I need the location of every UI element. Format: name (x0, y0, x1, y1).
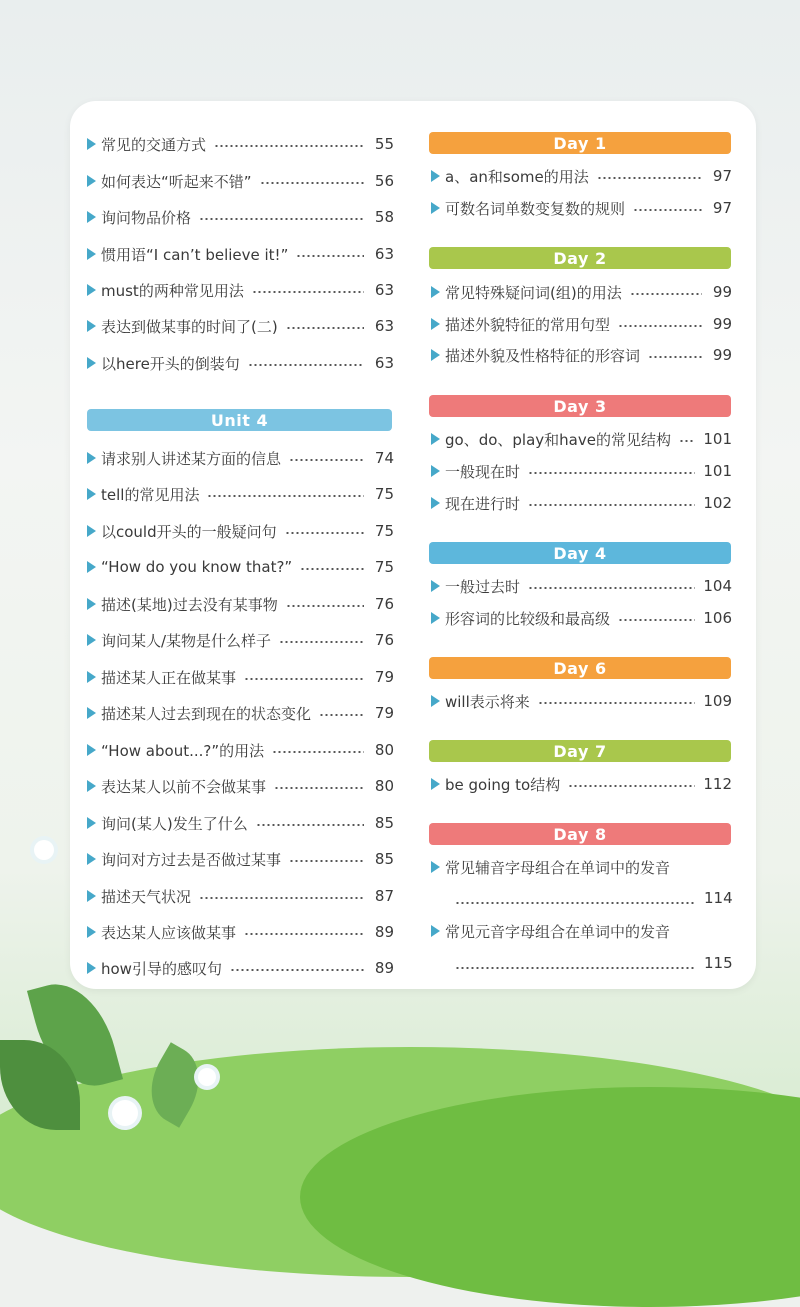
leader-dots (244, 678, 364, 680)
toc-entry-page: 102 (703, 494, 732, 512)
leader-dots (289, 860, 364, 862)
toc-entry-label: 询问某人/某物是什么样子 (101, 631, 272, 650)
toc-entry-label: 常见特殊疑问词(组)的用法 (445, 283, 622, 302)
arrow-icon (431, 318, 440, 330)
day-heading (429, 542, 731, 564)
toc-entry[interactable] (431, 197, 732, 219)
arrow-icon (87, 561, 96, 573)
toc-entry[interactable] (431, 920, 732, 942)
toc-entry-label: 表达某人以前不会做某事 (101, 777, 267, 796)
leader-dots (633, 209, 702, 211)
toc-entry-page: 75 (374, 522, 394, 540)
day-heading (429, 395, 731, 417)
toc-entry[interactable] (87, 315, 394, 337)
leader-dots (248, 364, 364, 366)
leader-dots (648, 356, 702, 358)
toc-entry-label: how引导的感叹句 (101, 959, 222, 978)
arrow-icon (431, 925, 440, 937)
arrow-icon (87, 211, 96, 223)
flower-decoration (198, 1068, 216, 1086)
toc-entry[interactable] (87, 812, 394, 834)
day-heading-label: Day 6 (553, 658, 607, 678)
leader-dots (279, 641, 364, 643)
toc-entry-label: tell的常见用法 (101, 485, 200, 504)
leader-dots (272, 751, 364, 753)
toc-entry[interactable] (87, 133, 394, 155)
toc-entry-page: 99 (712, 283, 732, 301)
toc-entry-page: 97 (712, 167, 732, 185)
arrow-icon (87, 598, 96, 610)
leader-dots (319, 714, 364, 716)
toc-entry-page: 80 (374, 741, 394, 759)
leader-dots (630, 293, 702, 295)
leader-dots (528, 504, 695, 506)
leader-dots (597, 177, 702, 179)
toc-entry-page: 55 (374, 135, 394, 153)
arrow-icon (87, 634, 96, 646)
toc-entry-label: 如何表达“听起来不错” (101, 172, 252, 191)
arrow-icon (87, 780, 96, 792)
arrow-icon (87, 525, 96, 537)
arrow-icon (431, 497, 440, 509)
leader-dots (455, 967, 695, 969)
toc-entry-page: 75 (374, 485, 394, 503)
toc-entry-label: 可数名词单数变复数的规则 (445, 199, 626, 218)
arrow-icon (431, 695, 440, 707)
toc-entry[interactable] (87, 593, 394, 615)
day-heading-label: Day 2 (553, 248, 607, 268)
leader-dots (260, 182, 364, 184)
toc-entry-page: 99 (712, 315, 732, 333)
toc-entry[interactable] (87, 352, 394, 374)
toc-entry[interactable] (431, 460, 732, 482)
leader-dots (214, 145, 364, 147)
day-heading (429, 132, 731, 154)
toc-entry-label: 请求别人讲述某方面的信息 (101, 449, 282, 468)
toc-entry[interactable] (87, 520, 394, 542)
toc-entry[interactable] (87, 447, 394, 469)
toc-entry-page: 101 (703, 430, 732, 448)
arrow-icon (431, 170, 440, 182)
toc-entry-page: 109 (703, 692, 732, 710)
arrow-icon (87, 320, 96, 332)
leader-dots (256, 824, 364, 826)
arrow-icon (87, 248, 96, 260)
leader-dots (274, 787, 364, 789)
toc-entry[interactable] (431, 313, 732, 335)
arrow-icon (87, 853, 96, 865)
toc-entry[interactable] (87, 170, 394, 192)
leader-dots (207, 495, 364, 497)
day-heading (429, 740, 731, 762)
toc-entry-label: “How do you know that?” (101, 558, 293, 576)
arrow-icon (87, 744, 96, 756)
leader-dots (199, 897, 364, 899)
unit-heading-label: Unit 4 (210, 410, 269, 430)
toc-entry-page: 56 (374, 172, 394, 190)
toc-entry[interactable] (87, 848, 394, 870)
arrow-icon (87, 488, 96, 500)
toc-entry-label: 询问对方过去是否做过某事 (101, 850, 282, 869)
table-of-contents-page (70, 101, 756, 989)
toc-entry-label: 一般现在时 (445, 462, 521, 481)
toc-entry[interactable] (431, 492, 732, 514)
toc-entry-page: 87 (374, 887, 394, 905)
arrow-icon (431, 202, 440, 214)
toc-entry-page: 101 (703, 462, 732, 480)
arrow-icon (87, 890, 96, 902)
arrow-icon (87, 175, 96, 187)
toc-entry-label: 常见的交通方式 (101, 135, 207, 154)
toc-entry-page: 104 (703, 577, 732, 595)
toc-entry-page: 106 (703, 609, 732, 627)
toc-entry-label: must的两种常见用法 (101, 281, 244, 300)
leader-dots (568, 785, 695, 787)
toc-entry-label: 常见辅音字母组合在单词中的发音 (445, 858, 671, 877)
toc-entry-label: 描述外貌特征的常用句型 (445, 315, 611, 334)
toc-entry-page: 89 (374, 959, 394, 977)
day-heading (429, 823, 731, 845)
toc-entry-page: 74 (374, 449, 394, 467)
arrow-icon (87, 707, 96, 719)
toc-entry[interactable] (431, 773, 732, 795)
toc-entry[interactable] (87, 483, 394, 505)
toc-entry[interactable] (431, 165, 732, 187)
day-heading-label: Day 1 (553, 133, 607, 153)
arrow-icon (431, 465, 440, 477)
toc-entry-page: 76 (374, 595, 394, 613)
toc-entry-page: 63 (374, 317, 394, 335)
toc-entry[interactable] (87, 629, 394, 651)
arrow-icon (431, 861, 440, 873)
toc-entry-page: 115 (704, 954, 733, 972)
toc-entry[interactable] (87, 206, 394, 228)
toc-entry[interactable] (87, 885, 394, 907)
flower-decoration (34, 840, 54, 860)
leader-dots (538, 702, 696, 704)
arrow-icon (87, 138, 96, 150)
toc-entry-page: 85 (374, 814, 394, 832)
toc-entry[interactable] (87, 775, 394, 797)
toc-entry-label: 询问(某人)发生了什么 (101, 814, 248, 833)
toc-entry[interactable] (87, 666, 394, 688)
toc-entry[interactable] (87, 957, 394, 979)
toc-entry-page: 76 (374, 631, 394, 649)
arrow-icon (431, 349, 440, 361)
arrow-icon (431, 612, 440, 624)
toc-entry[interactable] (431, 428, 732, 450)
toc-entry-page: 79 (374, 668, 394, 686)
toc-entry[interactable] (87, 702, 394, 724)
toc-entry[interactable] (431, 575, 732, 597)
leader-dots (252, 291, 364, 293)
toc-entry[interactable] (431, 690, 732, 712)
toc-entry-label: 描述天气状况 (101, 887, 192, 906)
toc-entry-label: 以could开头的一般疑问句 (101, 522, 277, 541)
toc-entry-page: 75 (374, 558, 394, 576)
toc-entry[interactable] (431, 344, 732, 366)
toc-entry-label: 描述(某地)过去没有某事物 (101, 595, 278, 614)
toc-entry-label: 一般过去时 (445, 577, 521, 596)
toc-entry[interactable] (87, 921, 394, 943)
leader-dots (618, 325, 702, 327)
toc-entry-label: will表示将来 (445, 692, 530, 711)
arrow-icon (87, 817, 96, 829)
leader-dots (230, 969, 364, 971)
toc-entry-label: 询问物品价格 (101, 208, 192, 227)
arrow-icon (87, 357, 96, 369)
toc-entry[interactable] (431, 281, 732, 303)
toc-entry-page: 114 (704, 889, 733, 907)
toc-entry-page: 85 (374, 850, 394, 868)
toc-entry-page: 99 (712, 346, 732, 364)
toc-entry-page: 112 (703, 775, 732, 793)
arrow-icon (431, 580, 440, 592)
toc-entry-page: 79 (374, 704, 394, 722)
flower-decoration (112, 1100, 138, 1126)
leader-dots (286, 327, 364, 329)
toc-entry[interactable] (87, 243, 394, 265)
toc-entry[interactable] (431, 856, 732, 878)
toc-entry-page: 63 (374, 281, 394, 299)
toc-entry-page: 63 (374, 354, 394, 372)
arrow-icon (87, 962, 96, 974)
leader-dots (286, 605, 364, 607)
toc-entry[interactable] (87, 279, 394, 301)
arrow-icon (431, 286, 440, 298)
arrow-icon (431, 778, 440, 790)
leader-dots (528, 472, 695, 474)
leader-dots (289, 459, 364, 461)
leader-dots (455, 902, 695, 904)
toc-entry-page: 80 (374, 777, 394, 795)
day-heading-label: Day 8 (553, 824, 607, 844)
toc-entry[interactable] (431, 607, 732, 629)
toc-entry-label: 描述某人过去到现在的状态变化 (101, 704, 312, 723)
unit-heading (87, 409, 392, 431)
toc-entry-label: 常见元音字母组合在单词中的发音 (445, 922, 671, 941)
leader-dots (244, 933, 364, 935)
toc-entry-label: be going to结构 (445, 775, 561, 794)
toc-entry-label: 描述外貌及性格特征的形容词 (445, 346, 641, 365)
toc-entry-page: 89 (374, 923, 394, 941)
arrow-icon (431, 433, 440, 445)
toc-entry-page: 97 (712, 199, 732, 217)
toc-entry-label: 表达到做某事的时间了(二) (101, 317, 278, 336)
toc-entry-label: “How about...?”的用法 (101, 741, 265, 760)
leader-dots (296, 255, 364, 257)
arrow-icon (87, 452, 96, 464)
leader-dots (528, 587, 695, 589)
day-heading-label: Day 7 (553, 741, 607, 761)
leader-dots (300, 568, 364, 570)
toc-entry-label: 描述某人正在做某事 (101, 668, 237, 687)
toc-entry-label: a、an和some的用法 (445, 167, 589, 186)
leader-dots (285, 532, 364, 534)
toc-entry-label: go、do、play和have的常见结构 (445, 430, 671, 449)
toc-entry-label: 现在进行时 (445, 494, 521, 513)
day-heading (429, 247, 731, 269)
leader-dots (618, 619, 695, 621)
leader-dots (199, 218, 364, 220)
toc-entry-label: 以here开头的倒装句 (101, 354, 240, 373)
toc-entry[interactable] (87, 739, 394, 761)
toc-entry-label: 惯用语“I can’t believe it!” (101, 245, 289, 264)
day-heading-label: Day 3 (553, 396, 607, 416)
arrow-icon (87, 284, 96, 296)
toc-entry[interactable] (87, 556, 394, 578)
arrow-icon (87, 926, 96, 938)
day-heading-label: Day 4 (553, 543, 607, 563)
toc-entry-label: 表达某人应该做某事 (101, 923, 237, 942)
toc-entry-page: 58 (374, 208, 394, 226)
day-heading (429, 657, 731, 679)
toc-entry-page: 63 (374, 245, 394, 263)
toc-entry-label: 形容词的比较级和最高级 (445, 609, 611, 628)
arrow-icon (87, 671, 96, 683)
leader-dots (679, 440, 695, 442)
